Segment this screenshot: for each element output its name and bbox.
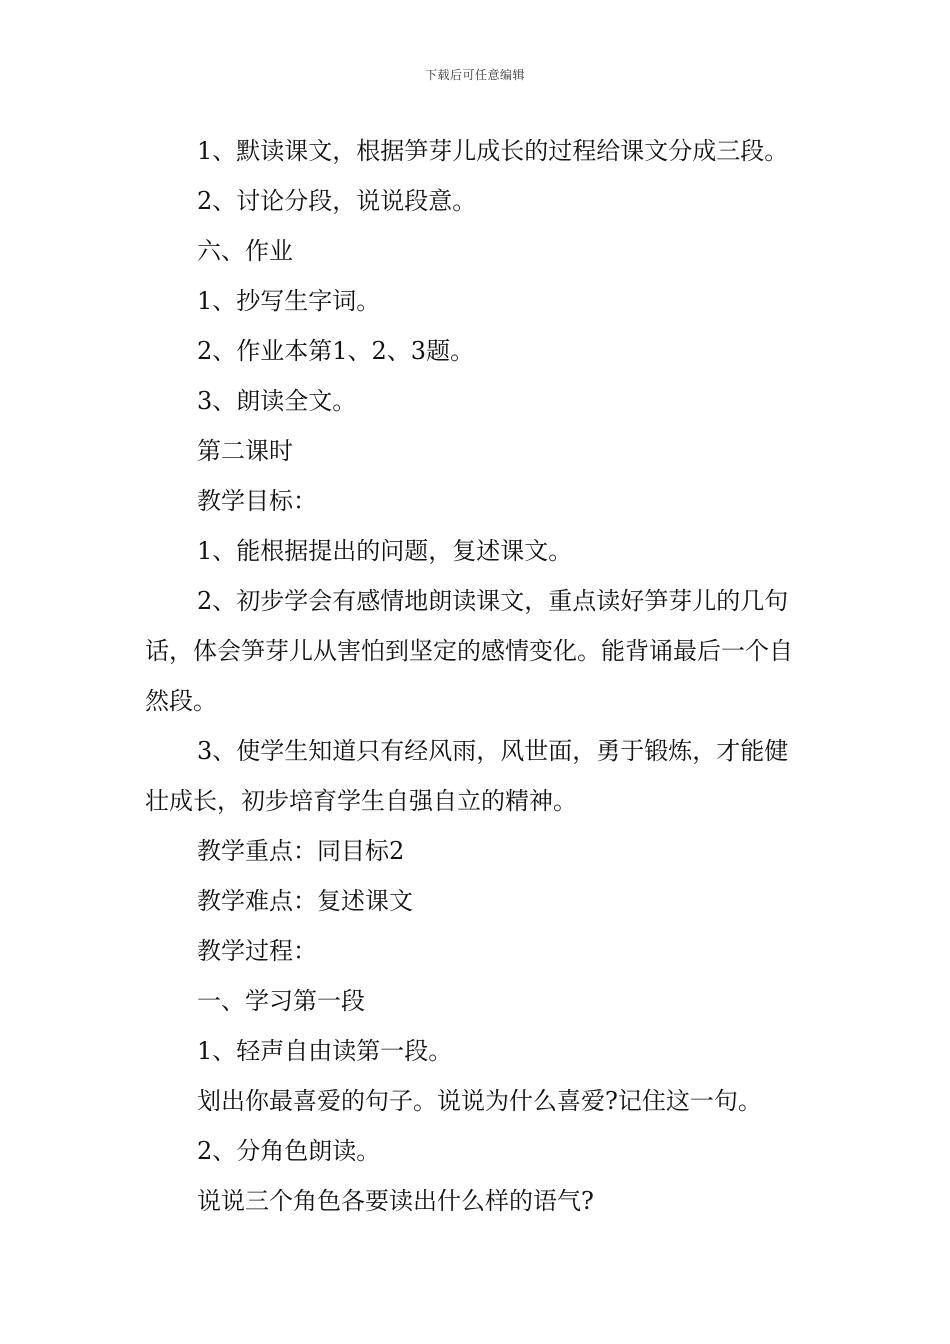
paragraph: 1、轻声自由读第一段。 xyxy=(197,1037,453,1065)
paragraph: 说说三个角色各要读出什么样的语气? xyxy=(197,1187,594,1215)
paragraph: 3、朗读全文。 xyxy=(197,387,357,415)
paragraph: 教学重点：同目标2 xyxy=(197,837,405,865)
paragraph: 1、默读课文，根据笋芽儿成长的过程给课文分成三段。 xyxy=(197,137,789,165)
section-heading: 六、作业 xyxy=(197,237,293,265)
paragraph: 1、抄写生字词。 xyxy=(197,287,381,315)
paragraph: 1、能根据提出的问题，复述课文。 xyxy=(197,537,573,565)
document-body xyxy=(145,126,810,1226)
section-heading: 教学目标： xyxy=(197,487,317,515)
page-header: 下载后可任意编辑 xyxy=(424,68,525,82)
paragraph: 2、分角色朗读。 xyxy=(197,1137,381,1165)
section-heading: 一、学习第一段 xyxy=(197,987,365,1015)
paragraph: 2、初步学会有感情地朗读课文，重点读好笋芽儿的几句话，体会笋芽儿从害怕到坚定的感情变化。能背诵最后一个自然段。 xyxy=(145,587,793,715)
paragraph: 3、使学生知道只有经风雨，风世面，勇于锻炼，才能健壮成长，初步培育学生自强自立的精神。 xyxy=(145,737,789,815)
paragraph: 划出你最喜爱的句子。说说为什么喜爱?记住这一句。 xyxy=(197,1087,762,1115)
paragraph: 2、讨论分段，说说段意。 xyxy=(197,187,477,215)
section-heading: 第二课时 xyxy=(197,437,293,465)
paragraph: 2、作业本第1、2、3题。 xyxy=(197,337,475,365)
paragraph: 教学难点：复述课文 xyxy=(197,887,413,915)
section-heading: 教学过程： xyxy=(197,937,317,965)
